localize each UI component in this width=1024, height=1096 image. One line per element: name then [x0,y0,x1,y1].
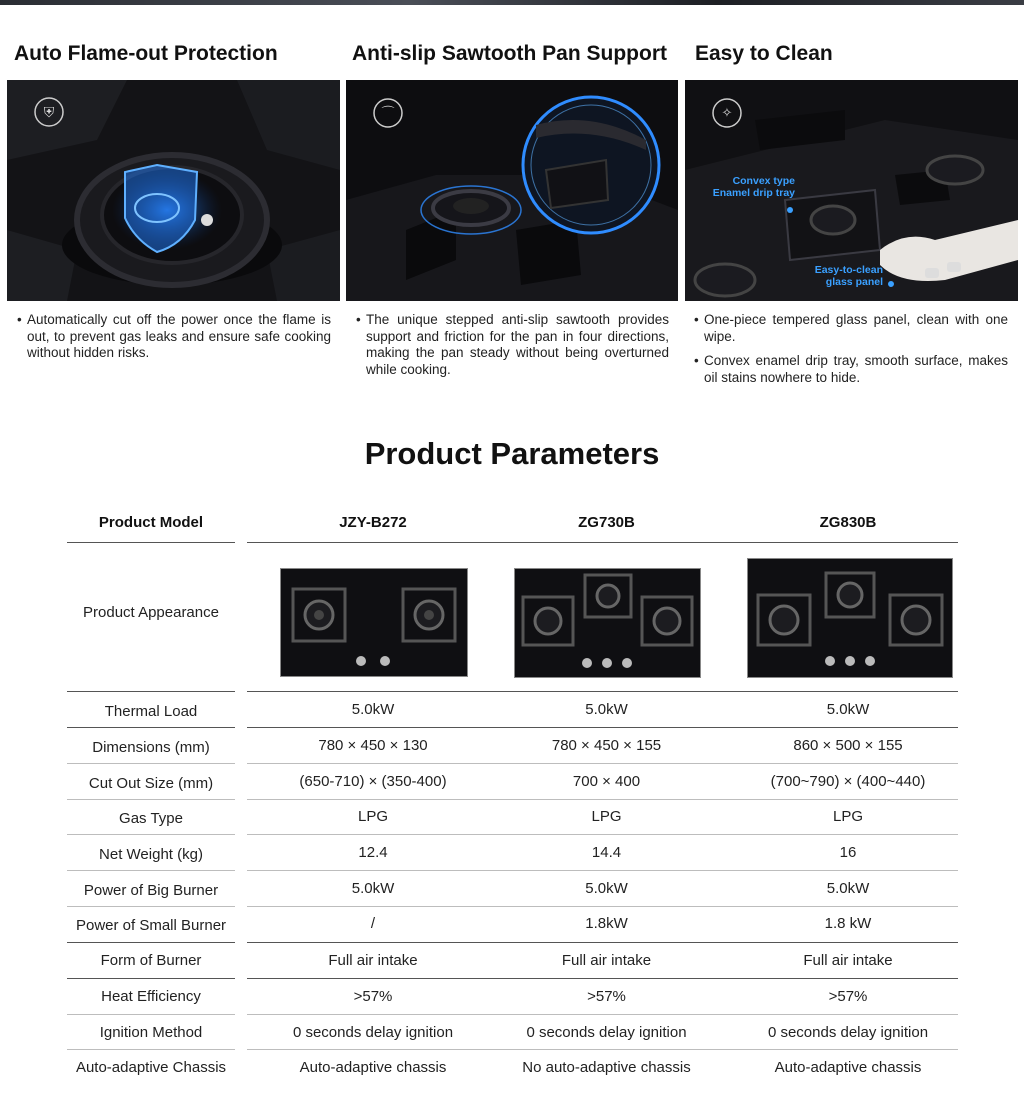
divider [67,1014,235,1015]
cell: 0 seconds delay ignition [526,1024,687,1041]
header-model-1: JZY-B272 [339,514,407,531]
row-label: Cut Out Size (mm) [88,775,214,792]
cell: 1.8 kW [824,915,872,932]
cell: Full air intake [328,952,418,969]
header-model-3: ZG830B [819,514,877,531]
cell: 1.8kW [585,915,628,932]
callout-drip-tray: Convex type Enamel drip tray [712,175,795,199]
bullet: • One-piece tempered glass panel, clean with one wipe. [694,312,1008,345]
row-label: Power of Small Burner [75,917,227,934]
divider [67,906,235,907]
cell: 780 × 450 × 155 [551,737,662,754]
cell: 860 × 500 × 155 [793,737,903,754]
row-label: Dimensions (mm) [92,739,210,756]
divider [67,799,235,800]
cell: 5.0kW [585,880,628,897]
cell: 780 × 450 × 130 [318,737,428,754]
cell: 14.4 [591,844,622,861]
cell: 5.0kW [585,701,628,718]
divider [67,1049,235,1050]
cell: Auto-adaptive chassis [299,1059,447,1076]
cell: 0 seconds delay ignition [767,1024,929,1041]
divider [247,906,958,907]
callout-glass-panel: Easy-to-clean glass panel [814,264,883,288]
divider [67,542,235,543]
cell: 5.0kW [826,701,870,718]
cell: >57% [587,988,626,1005]
row-label: Power of Big Burner [83,882,219,899]
sparkle-clean-icon: ✧ [721,105,733,120]
cell: 5.0kW [826,880,870,897]
cell: 16 [839,844,857,861]
cell: 5.0kW [351,701,395,718]
cell: Full air intake [561,952,652,969]
bullet: • The unique stepped anti-slip sawtooth provides support and friction for the pan in four directions, making the pan steady without being overturned while cooking. [356,312,669,378]
cell: (700~790) × (400~440) [770,773,926,790]
row-label: Thermal Load [104,703,198,720]
divider [247,942,958,943]
product-image-zg730b [514,568,701,678]
header-product-model: Product Model [98,514,204,531]
divider [247,799,958,800]
cell: Full air intake [803,952,893,969]
divider [247,727,958,728]
feature-text-flameout [17,312,331,370]
divider [67,727,235,728]
cell: LPG [832,808,863,825]
divider [247,870,958,871]
cell: >57% [353,988,393,1005]
divider [67,834,235,835]
cell: 12.4 [358,844,388,861]
sawtooth-image [346,80,678,301]
feature-text-easy-clean [694,312,1008,394]
top-banner-strip [0,0,1024,5]
product-image-jzy-b272 [280,568,468,677]
cell: LPG [591,808,622,825]
product-image-zg830b [747,558,953,678]
row-label: Ignition Method [99,1024,203,1041]
cell: / [370,915,376,932]
row-label: Net Weight (kg) [99,846,203,863]
divider [247,834,958,835]
divider [67,691,235,692]
cell: (650-710) × (350-400) [299,773,447,790]
bullet: • Convex enamel drip tray, smooth surface, makes oil stains nowhere to hide. [694,353,1008,386]
pan-icon: ⌒ [381,105,395,120]
row-label: Gas Type [119,810,183,827]
cell: 5.0kW [351,880,395,897]
cell: No auto-adaptive chassis [522,1059,691,1076]
row-label-appearance: Product Appearance [83,604,219,621]
divider [247,978,958,979]
divider [67,763,235,764]
divider [67,978,235,979]
divider [247,1049,958,1050]
cell: >57% [828,988,868,1005]
feature-title-flameout: Auto Flame-out Protection [14,42,278,65]
divider [247,542,958,543]
row-label: Heat Efficiency [101,988,201,1005]
feature-title-sawtooth: Anti-slip Sawtooth Pan Support [352,42,667,65]
feature-title-easy-clean: Easy to Clean [695,42,833,65]
cell: 0 seconds delay ignition [292,1024,454,1041]
shield-check-icon: ⛨ [43,104,55,120]
cell: Auto-adaptive chassis [774,1059,922,1076]
params-title: Product Parameters [364,436,660,471]
divider [247,1014,958,1015]
row-label: Auto-adaptive Chassis [75,1059,227,1076]
easy-clean-image [685,80,1018,301]
divider [247,691,958,692]
header-model-2: ZG730B [578,514,635,531]
flameout-image [7,80,340,301]
divider [67,942,235,943]
divider [67,870,235,871]
feature-text-sawtooth [356,312,669,386]
cell: 700 × 400 [572,773,641,790]
divider [247,763,958,764]
row-label: Form of Burner [100,952,202,969]
cell: LPG [357,808,388,825]
bullet: • Automatically cut off the power once the flame is out, to prevent gas leaks and ensure safe cooking without hidden risks. [17,312,331,362]
